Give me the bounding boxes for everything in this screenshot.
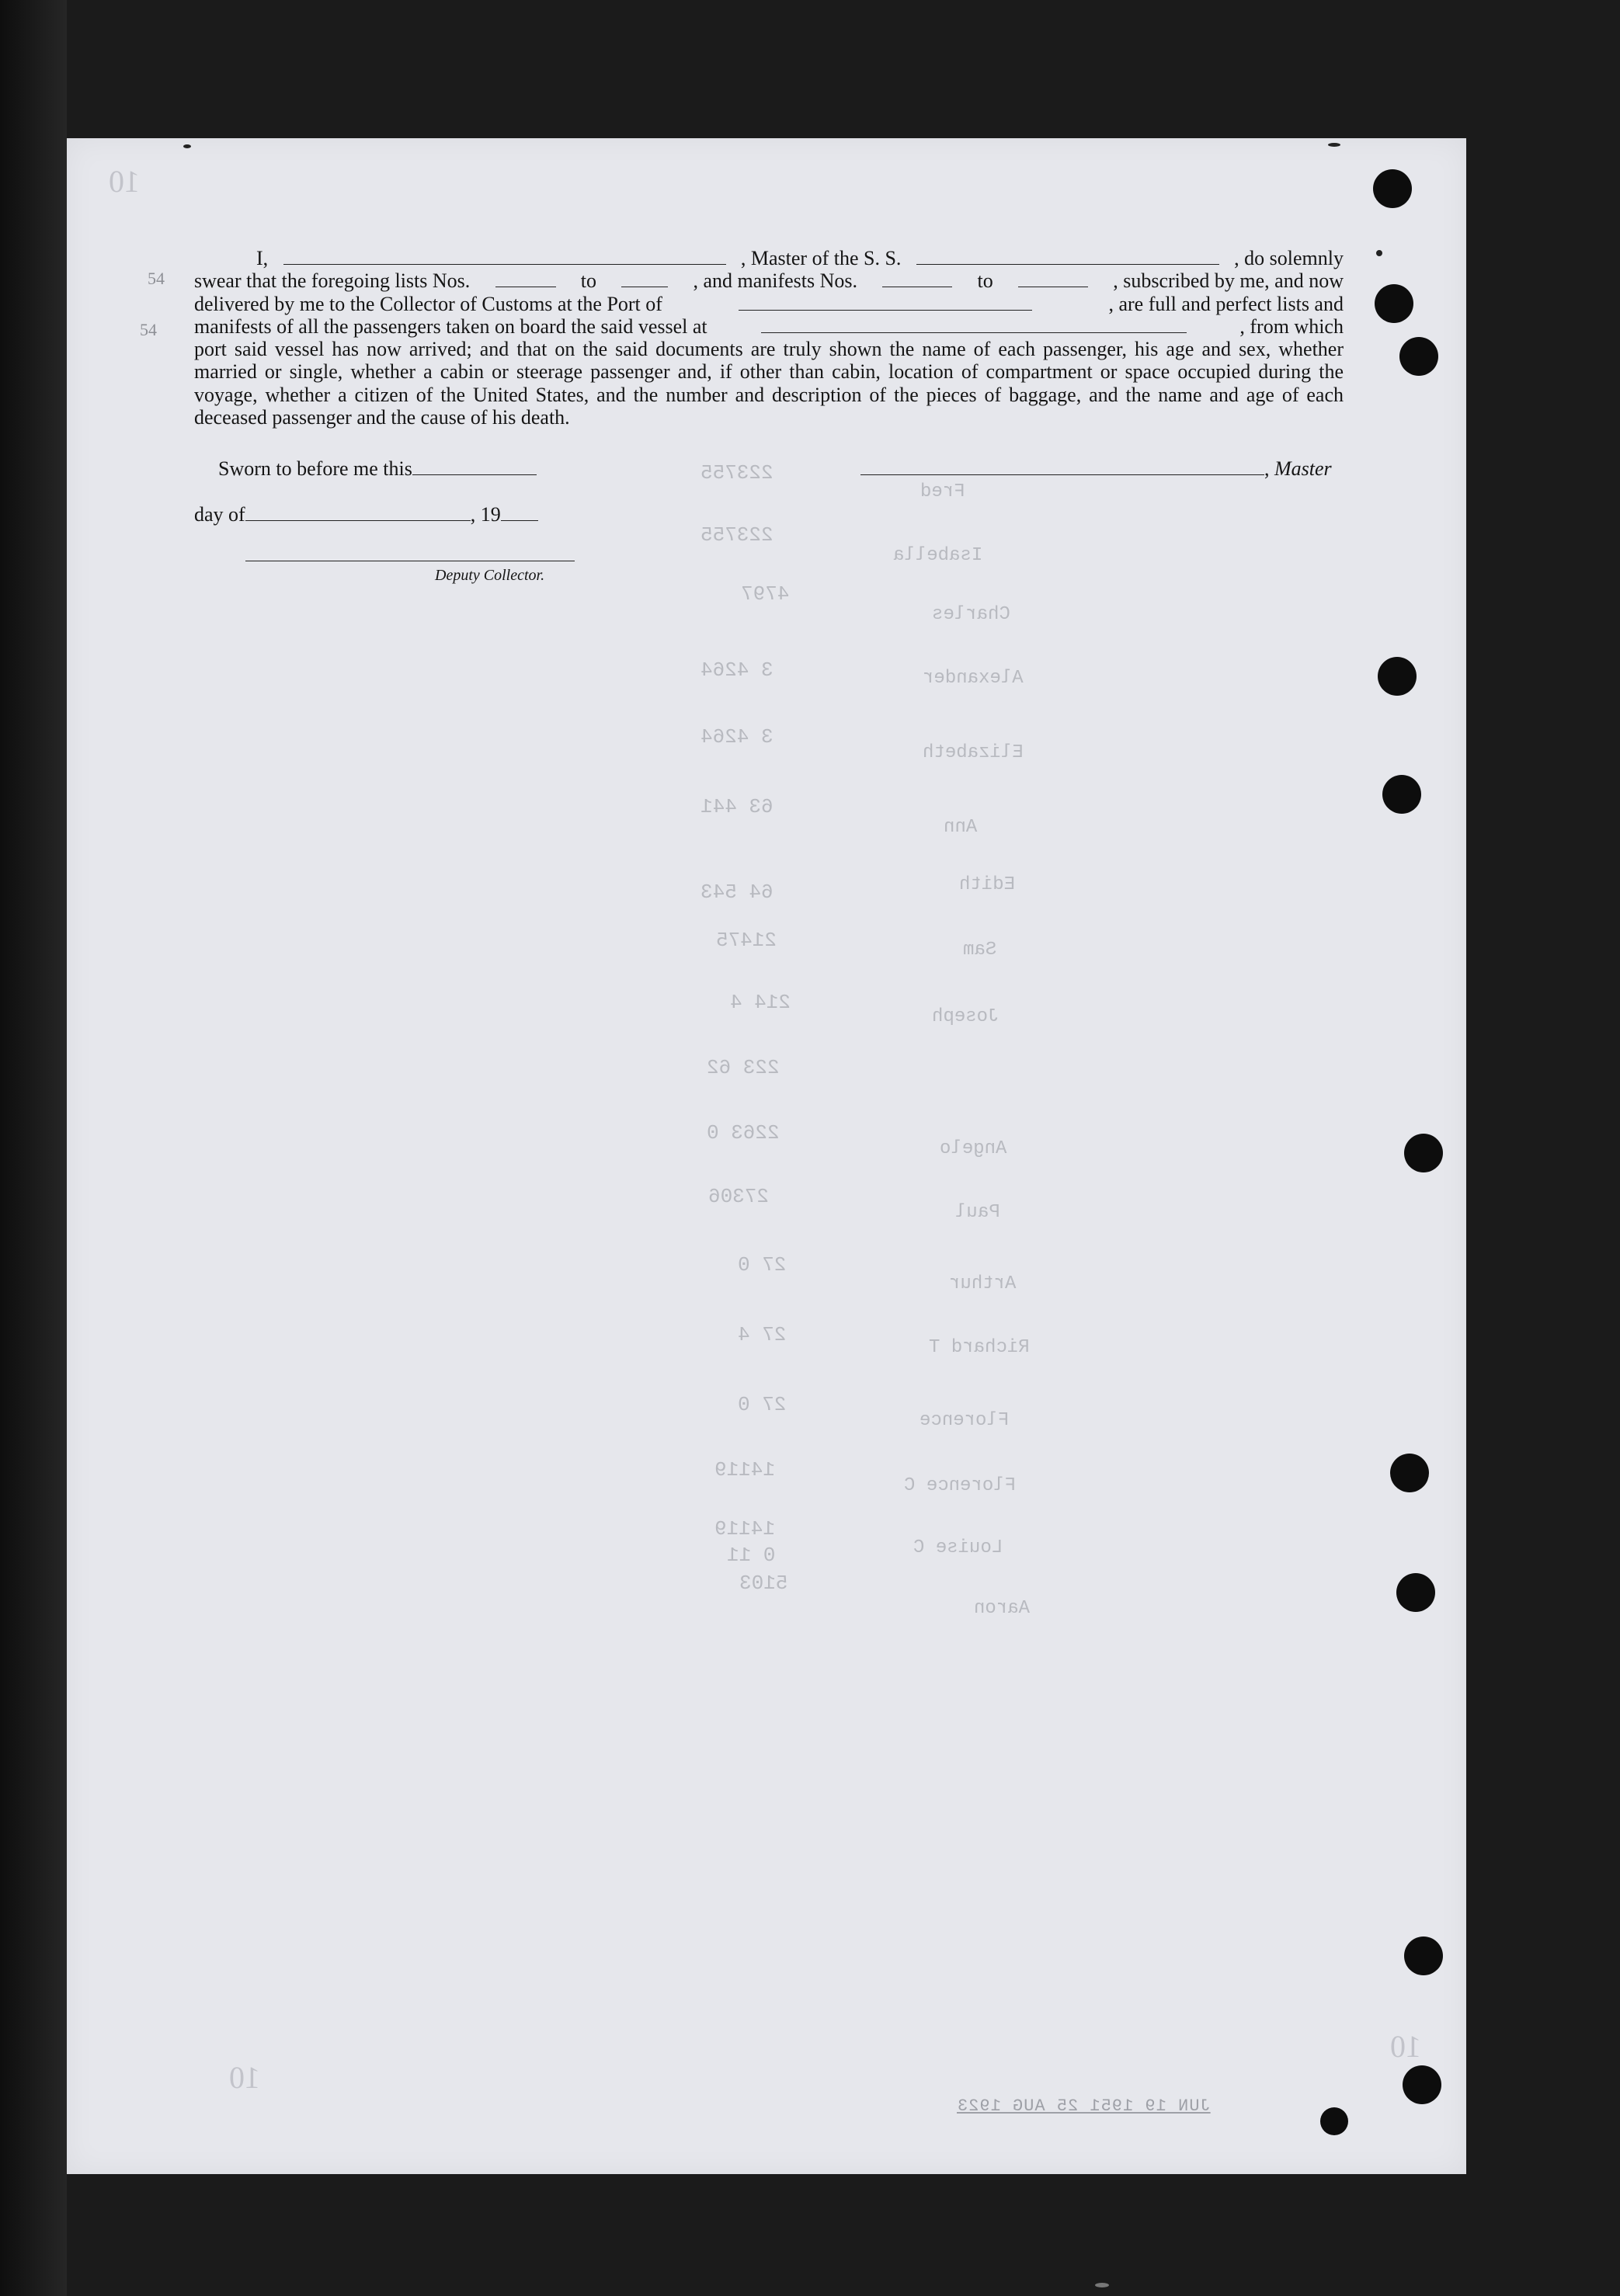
manifest-to-blank bbox=[1018, 269, 1088, 287]
sworn-row: Sworn to before me this bbox=[218, 457, 537, 481]
ghost-number: 5103 bbox=[739, 1572, 788, 1595]
ghost-page-number: 10 bbox=[109, 164, 140, 199]
ghost-name: Fred bbox=[920, 481, 965, 502]
punch-hole bbox=[1390, 1454, 1429, 1492]
punch-hole bbox=[1404, 1134, 1443, 1172]
oath-line-3: delivered by me to the Collector of Customs at the Port of , are full and perfect lists and bbox=[194, 292, 1344, 315]
ghost-name: Charles bbox=[932, 604, 1010, 625]
ghost-name: Edith bbox=[959, 874, 1016, 895]
ghost-number: 27306 bbox=[708, 1185, 770, 1208]
speck bbox=[1328, 143, 1340, 147]
punch-hole bbox=[1404, 1936, 1443, 1975]
manifest-from-blank bbox=[882, 269, 952, 287]
date-stamp: JUN 19 1951 25 AUG 1923 bbox=[957, 2096, 1211, 2116]
ghost-name: Aaron bbox=[974, 1598, 1031, 1619]
punch-hole bbox=[1403, 2065, 1441, 2104]
ghost-name: Isabella bbox=[893, 545, 983, 566]
sworn-day-blank bbox=[412, 457, 537, 475]
ghost-number: 4797 bbox=[741, 582, 790, 606]
list-to-blank bbox=[621, 269, 668, 287]
document-sheet bbox=[67, 138, 1466, 2174]
ghost-name: Arthur bbox=[949, 1273, 1017, 1294]
master-signature-blank bbox=[860, 457, 1264, 475]
punch-hole bbox=[1378, 657, 1417, 696]
margin-number: 54 bbox=[148, 269, 165, 288]
ghost-number: 214 4 bbox=[730, 991, 791, 1014]
port-blank bbox=[739, 293, 1032, 311]
margin-number: 54 bbox=[140, 320, 157, 339]
ghost-number: 27 0 bbox=[738, 1253, 787, 1277]
ghost-name: Florence bbox=[920, 1410, 1010, 1431]
punch-hole bbox=[1382, 775, 1421, 814]
master-oath bbox=[194, 247, 1344, 429]
punch-hole bbox=[1373, 169, 1412, 208]
punch-hole bbox=[1396, 1573, 1435, 1612]
master-title: Master bbox=[1274, 457, 1332, 480]
ghost-number: 27 4 bbox=[738, 1323, 787, 1346]
ghost-number: 3 4264 bbox=[700, 658, 773, 682]
ghost-number: 14119 bbox=[714, 1517, 776, 1541]
ship-name-blank bbox=[916, 247, 1219, 265]
list-from-blank bbox=[495, 269, 556, 287]
punch-hole bbox=[1399, 337, 1438, 376]
month-blank bbox=[245, 503, 471, 521]
ghost-number: 223755 bbox=[700, 461, 773, 485]
ghost-page-number-bottom: 10 bbox=[1390, 2029, 1421, 2064]
ghost-number: 64 543 bbox=[700, 881, 773, 904]
ghost-name: Ann bbox=[944, 817, 978, 838]
ghost-page-number-left: 10 bbox=[229, 2060, 260, 2095]
ghost-name: Richard T bbox=[929, 1337, 1030, 1358]
ghost-name: Joseph bbox=[932, 1006, 999, 1027]
ghost-number: 223755 bbox=[700, 523, 773, 547]
scan-border-left bbox=[0, 0, 67, 2296]
ghost-number: 223 62 bbox=[707, 1056, 780, 1079]
oath-line-2: swear that the foregoing lists Nos. to , and manifests Nos. to , subscribed by me, and now bbox=[194, 269, 1344, 293]
ghost-name: Florence C bbox=[904, 1475, 1017, 1496]
master-name-blank bbox=[283, 247, 726, 265]
ghost-number: 21475 bbox=[716, 929, 777, 952]
ghost-name: Louise C bbox=[913, 1537, 1003, 1558]
ghost-name: Paul bbox=[955, 1202, 1000, 1223]
punch-hole bbox=[1320, 2107, 1348, 2135]
speck bbox=[183, 144, 191, 148]
oath-line-4: manifests of all the passengers taken on board the said vessel at , from which bbox=[194, 314, 1344, 338]
ghost-name: Alexander bbox=[923, 668, 1024, 689]
oath-line-1: I, , Master of the S. S. , do solemnly bbox=[256, 247, 1344, 269]
speck bbox=[1095, 2283, 1109, 2287]
ghost-number: 27 0 bbox=[738, 1393, 787, 1416]
master-signature-row: , Master bbox=[860, 457, 1332, 481]
ghost-number: 14119 bbox=[714, 1458, 776, 1481]
ghost-name: Angelo bbox=[940, 1138, 1007, 1159]
departure-port-blank bbox=[761, 315, 1187, 333]
ghost-number: 63 441 bbox=[700, 795, 773, 818]
year-blank bbox=[501, 503, 538, 521]
punch-hole bbox=[1375, 284, 1413, 323]
ghost-number: 2263 0 bbox=[707, 1121, 780, 1145]
ghost-name: Sam bbox=[963, 940, 997, 960]
ghost-number: 0 11 bbox=[727, 1544, 776, 1567]
oath-body: port said vessel has now arrived; and that on the said documents are truly shown the name of each passenger, his age and sex, whether married or single, whether a cabin or steerage passenger and, if other than cabin, location of compartment or space occupied during the voyage, whether a citizen of the United States, and the number and description of the pieces of baggage, and the name and age of each deceased passenger and the cause of his death. bbox=[194, 338, 1344, 429]
speck bbox=[1376, 250, 1382, 256]
ghost-number: 3 4264 bbox=[700, 725, 773, 749]
ghost-name: Elizabeth bbox=[923, 742, 1024, 763]
date-row: day of , 19 bbox=[194, 503, 538, 526]
deputy-collector-label: Deputy Collector. bbox=[435, 567, 545, 584]
